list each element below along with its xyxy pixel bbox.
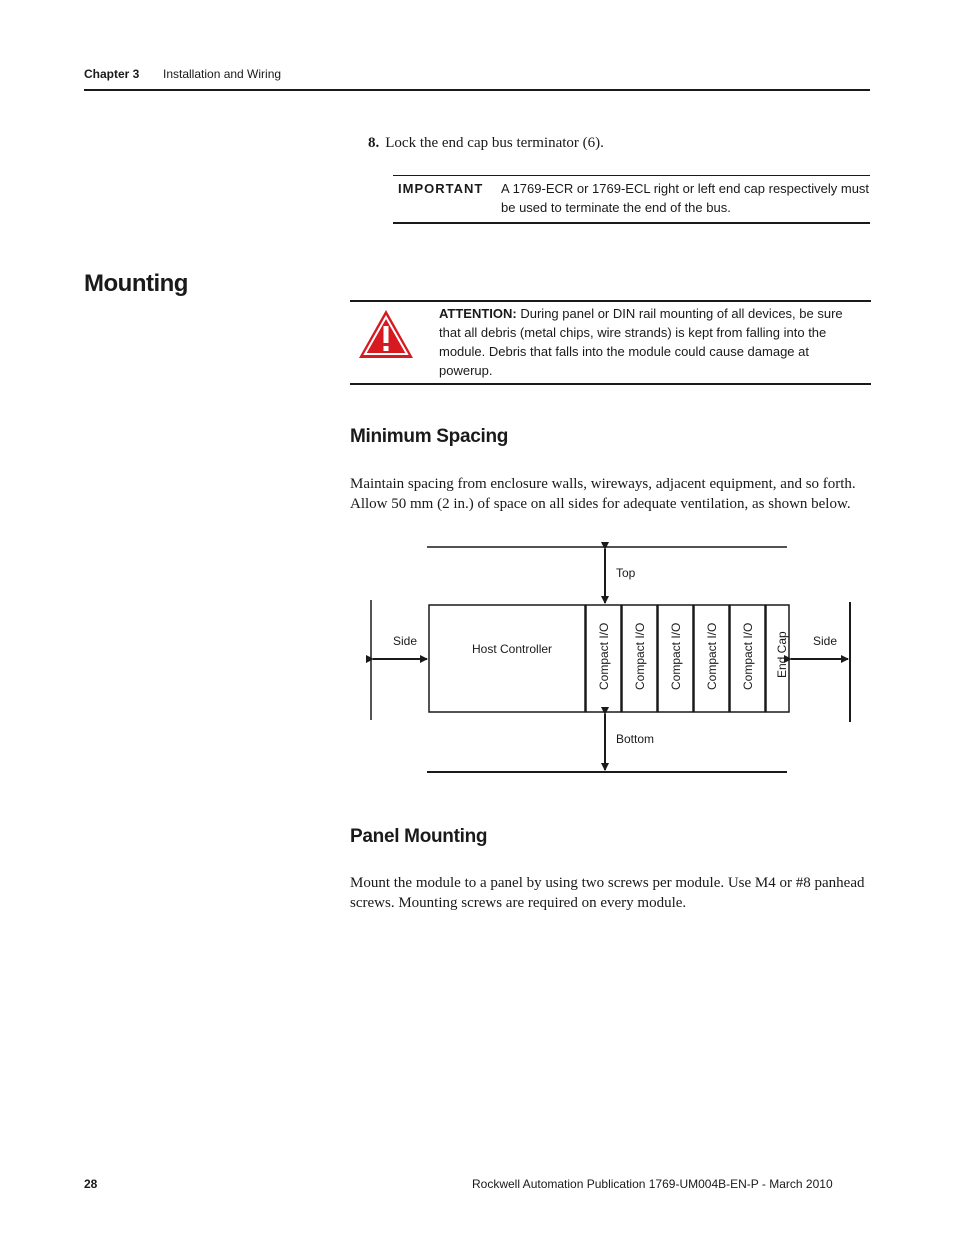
attention-top-rule — [350, 300, 871, 302]
page-number: 28 — [84, 1177, 98, 1191]
attention-body: During panel or DIN rail mounting of all devices, be sure that all debris (metal chips, wire strands) is kept from falling into the module. Debris that falls into the module could cause damage at powerup. — [439, 306, 843, 378]
side-left-label: Side — [393, 634, 418, 648]
panel-mounting-heading: Panel Mounting — [350, 826, 488, 847]
step-text: Lock the end cap bus terminator (6). — [385, 135, 604, 151]
compact-io-label-5: Compact I/O — [741, 622, 755, 690]
attention-text — [439, 304, 859, 380]
compact-io-label-2: Compact I/O — [633, 622, 647, 690]
attention-label: ATTENTION: — [439, 306, 517, 321]
chapter-label: Chapter 3 — [84, 67, 140, 81]
compact-io-label-1: Compact I/O — [597, 622, 611, 690]
side-right-label: Side — [813, 634, 838, 648]
exclamation-dot — [384, 346, 389, 351]
step-number: 8. — [368, 135, 380, 151]
panel-mounting-paragraph: Mount the module to a panel by using two screws per module. Use M4 or #8 panhead screws. Mounting screws are required on every module. — [350, 875, 865, 911]
warning-triangle-icon — [357, 308, 415, 360]
compact-io-label-4: Compact I/O — [705, 622, 719, 690]
attention-bottom-rule — [350, 383, 871, 385]
end-cap-label: End Cap — [775, 631, 789, 678]
section-title: Installation and Wiring — [163, 67, 282, 81]
header-rule — [84, 89, 870, 91]
mounting-heading: Mounting — [84, 270, 188, 297]
spacing-diagram — [365, 540, 865, 780]
important-text: A 1769-ECR or 1769-ECL right or left end cap respectively must be used to terminate the end of the bus. — [501, 181, 870, 215]
important-bottom-rule — [393, 222, 870, 224]
compact-io-label-3: Compact I/O — [669, 622, 683, 690]
host-controller-label: Host Controller — [472, 642, 553, 656]
host-controller-box — [429, 605, 585, 712]
publication-info: Rockwell Automation Publication 1769-UM004B-EN-P - March 2010 — [472, 1177, 833, 1191]
top-label: Top — [616, 566, 636, 580]
important-label: IMPORTANT — [398, 181, 484, 196]
step-8 — [368, 135, 604, 152]
minimum-spacing-heading: Minimum Spacing — [350, 426, 509, 447]
exclamation-bar — [384, 326, 389, 343]
minimum-spacing-paragraph: Maintain spacing from enclosure walls, wireways, adjacent equipment, and so forth. Allow 50 mm (2 in.) of space on all sides for adequate ventilation, as shown below. — [350, 476, 856, 512]
important-top-rule — [393, 175, 870, 176]
bottom-label: Bottom — [616, 732, 655, 746]
